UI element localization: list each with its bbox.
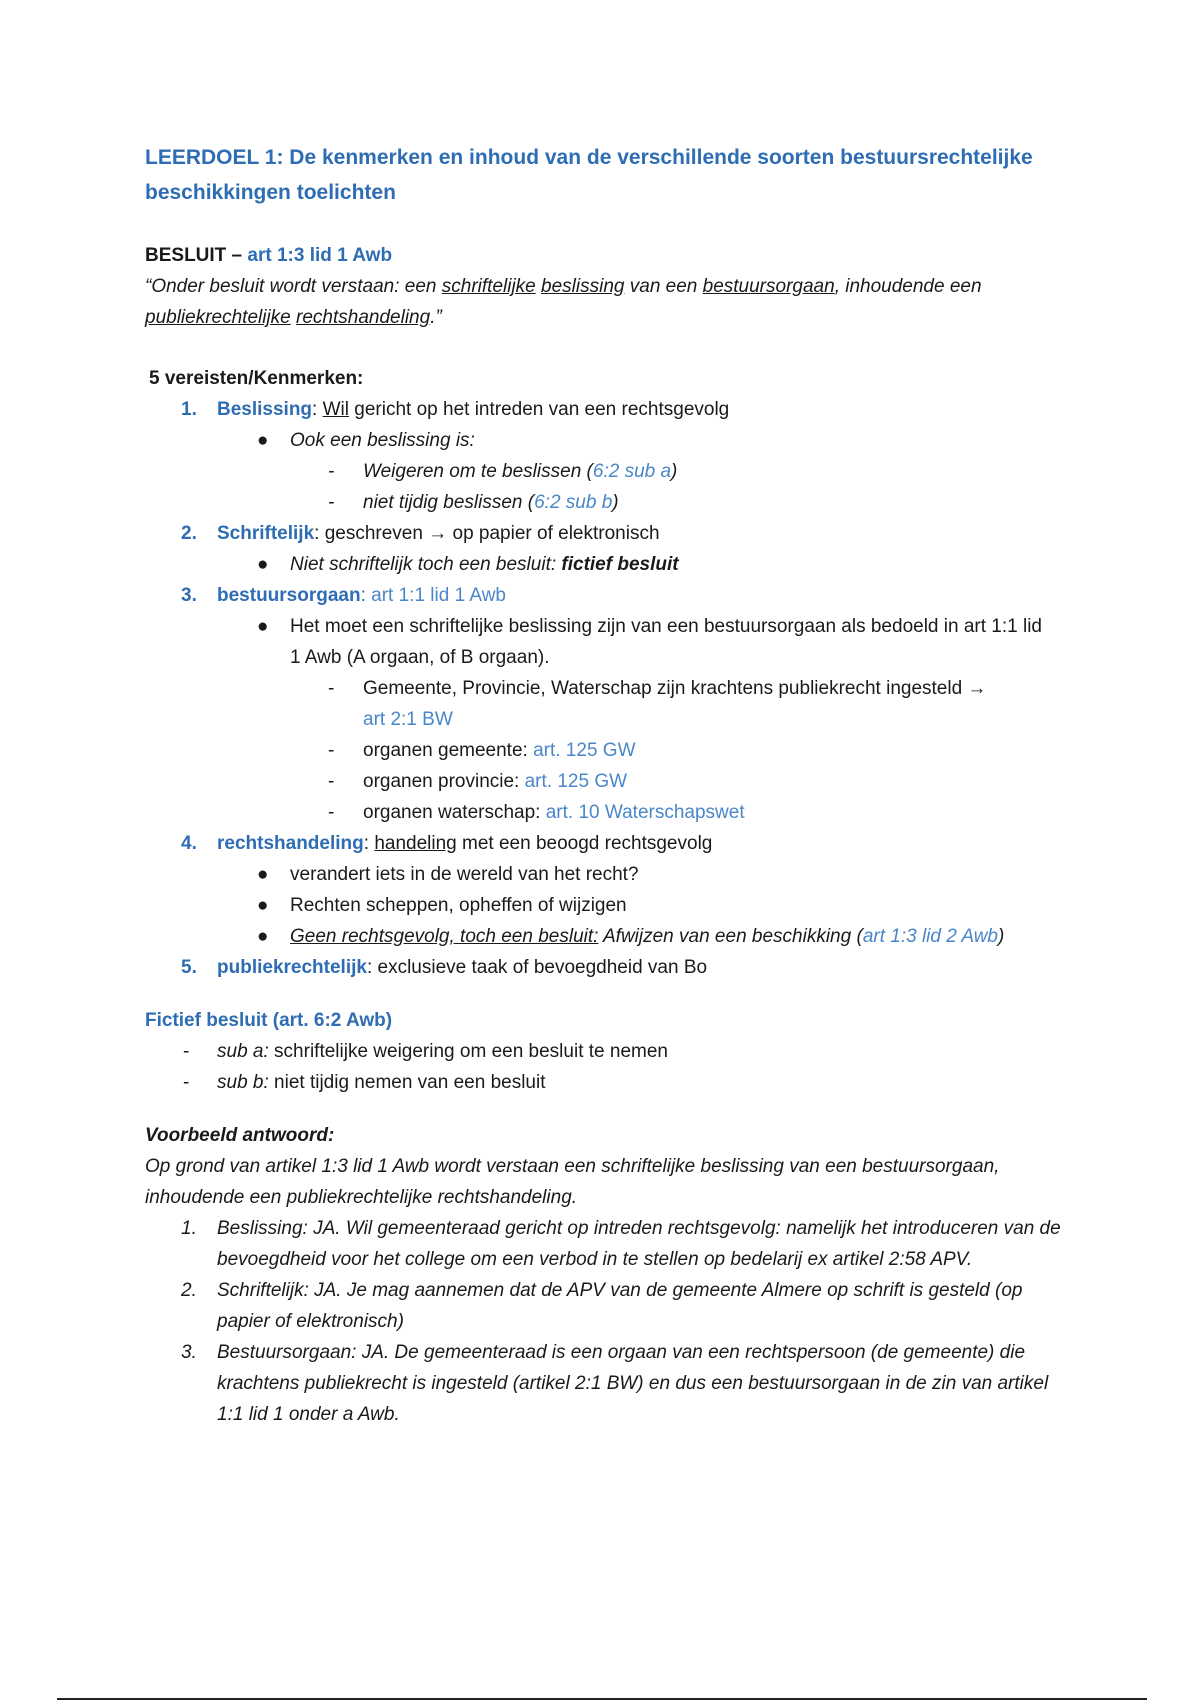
item-text: met een beoogd rechtsgevolg <box>456 833 713 854</box>
bullet-text: verandert iets in de wereld van het recht? <box>290 864 639 885</box>
bullet-item <box>145 549 1065 580</box>
item-text: : geschreven → op papier of elektronisch <box>314 523 660 544</box>
quote-underline: schriftelijke <box>441 276 536 297</box>
dash-icon: - <box>328 678 335 699</box>
dash-icon: - <box>183 1041 190 1062</box>
item-number: 2. <box>181 523 197 544</box>
ref-link: art 1:3 lid 2 Awb <box>862 926 999 947</box>
besluit-sep: – <box>226 245 248 266</box>
quote-text: van een <box>624 276 703 297</box>
dash-text: organen waterschap: <box>363 802 546 823</box>
item-number: 4. <box>181 833 197 854</box>
list-item <box>145 952 1065 983</box>
dash-icon: - <box>328 740 335 761</box>
list-item <box>145 828 1065 859</box>
answer-item <box>145 1275 1065 1337</box>
bullet-item <box>145 890 1065 921</box>
item-number: 5. <box>181 957 197 978</box>
answer-text: Schriftelijk: JA. Je mag aannemen dat de APV van de gemeente Almere op schrift is gesteld (op papier of elektronisch) <box>217 1280 1023 1332</box>
item-term: bestuursorgaan <box>217 585 361 606</box>
dash-text: organen gemeente: <box>363 740 534 761</box>
item-term: rechtshandeling <box>217 833 364 854</box>
dash-text: Gemeente, Provincie, Waterschap zijn krachtens publiekrecht ingesteld → <box>363 678 987 699</box>
sub-text: schriftelijke weigering om een besluit te nemen <box>268 1041 668 1062</box>
item-text: : <box>312 399 323 420</box>
vereisten-heading: 5 vereisten/Kenmerken: <box>149 368 364 389</box>
item-term: publiekrechtelijk <box>217 957 367 978</box>
besluit-label: BESLUIT <box>145 245 227 266</box>
quote-underline: beslissing <box>541 276 625 297</box>
bullet-icon: ● <box>257 864 269 885</box>
bullet-text: Niet schriftelijk toch een besluit: <box>290 554 562 575</box>
dash-item <box>145 1036 1065 1067</box>
dash-text: Weigeren om te beslissen ( <box>363 461 593 482</box>
ref-link: art. 125 GW <box>533 740 636 761</box>
item-text: gericht op het intreden van een rechtsgevolg <box>349 399 730 420</box>
item-text: : <box>360 585 372 606</box>
dash-text: ) <box>612 492 619 513</box>
answer-text: Bestuursorgaan: JA. De gemeenteraad is een orgaan van een rechtspersoon (de gemeente) die krachtens publiekrecht is ingesteld (artikel 2:1 BW) en dus een bestuursorgaan in de zin van artikel 1:1 lid 1 onder a Awb. <box>217 1342 1049 1425</box>
ref-link: art 2:1 BW <box>363 709 453 730</box>
bullet-text: Het moet een schriftelijke beslissing zijn van een bestuursorgaan als bedoeld in art 1:1 lid 1 Awb (A orgaan, of B orgaan). <box>290 616 1042 668</box>
answer-number: 1. <box>181 1218 197 1239</box>
dash-item <box>145 487 1065 518</box>
voorbeeld-intro: Op grond van artikel 1:3 lid 1 Awb wordt verstaan een schriftelijke beslissing van een bestuursorgaan, inhoudende een publiekrechtelijke rechtshandeling. <box>145 1156 1000 1208</box>
bullet-icon: ● <box>257 430 269 451</box>
ref-link: 6:2 sub a <box>592 461 672 482</box>
bullet-icon: ● <box>257 554 269 575</box>
sub-label: sub b: <box>217 1072 269 1093</box>
item-text: : exclusieve taak of bevoegdheid van Bo <box>366 957 708 978</box>
sub-label: sub a: <box>217 1041 269 1062</box>
voorbeeld-heading: Voorbeeld antwoord: <box>145 1125 335 1146</box>
list-item <box>145 580 1065 611</box>
item-underline: Wil <box>322 399 349 420</box>
item-underline: handeling <box>374 833 457 854</box>
bullet-text: Ook een beslissing is: <box>290 430 475 451</box>
ref-link: 6:2 sub b <box>534 492 613 513</box>
answer-number: 3. <box>181 1342 197 1363</box>
bullet-item <box>145 611 1065 673</box>
dash-icon: - <box>328 492 335 513</box>
bullet-underline: Geen rechtsgevolg, toch een besluit: <box>290 926 599 947</box>
item-number: 3. <box>181 585 197 606</box>
dash-text: ) <box>671 461 678 482</box>
quote-underline: rechtshandeling <box>296 307 431 328</box>
dash-icon: - <box>328 771 335 792</box>
item-term: Beslissing <box>217 399 313 420</box>
fictief-heading: Fictief besluit (art. 6:2 Awb) <box>145 1010 393 1031</box>
item-term: Schriftelijk <box>217 523 315 544</box>
ref-link: art. 125 GW <box>524 771 628 792</box>
dash-icon: - <box>328 461 335 482</box>
bullet-text: ) <box>998 926 1005 947</box>
quote-text: “Onder besluit wordt verstaan: een <box>145 276 442 297</box>
dash-item <box>145 797 1065 828</box>
dash-icon: - <box>328 802 335 823</box>
dash-item <box>145 1067 1065 1098</box>
list-item <box>145 394 1065 425</box>
bullet-item <box>145 425 1065 456</box>
ref-link: art 1:1 lid 1 Awb <box>371 585 507 606</box>
answer-item <box>145 1337 1065 1430</box>
dash-item <box>145 766 1065 797</box>
document-page <box>145 140 1065 1430</box>
sub-text: niet tijdig nemen van een besluit <box>268 1072 546 1093</box>
list-item <box>145 518 1065 549</box>
besluit-heading <box>145 240 1065 271</box>
quote-text: , inhoudende een <box>834 276 982 297</box>
bullet-text: Rechten scheppen, opheffen of wijzigen <box>290 895 627 916</box>
quote-underline: publiekrechtelijke <box>145 307 291 328</box>
besluit-ref: art 1:3 lid 1 Awb <box>247 245 393 266</box>
besluit-quote <box>145 271 1065 333</box>
answer-item <box>145 1213 1065 1275</box>
item-text: : <box>363 833 375 854</box>
vereisten-list <box>145 394 1065 983</box>
bullet-icon: ● <box>257 926 269 947</box>
dash-item <box>145 673 1065 735</box>
bullet-icon: ● <box>257 616 269 637</box>
bullet-bold: fictief besluit <box>561 554 679 575</box>
item-number: 1. <box>181 399 197 420</box>
dash-item <box>145 456 1065 487</box>
ref-link: art. 10 Waterschapswet <box>545 802 745 823</box>
bullet-icon: ● <box>257 895 269 916</box>
dash-text: niet tijdig beslissen ( <box>363 492 535 513</box>
bullet-text: Afwijzen van een beschikking ( <box>598 926 863 947</box>
dash-icon: - <box>183 1072 190 1093</box>
page-title: LEERDOEL 1: De kenmerken en inhoud van de verschillende soorten bestuursrechtelijke beschikkingen toelichten <box>145 146 1033 204</box>
answer-text: Beslissing: JA. Wil gemeenteraad gericht op intreden rechtsgevolg: namelijk het introduceren van de bevoegdheid voor het college om een verbod in te stellen op bedelarij ex artikel 2:58 APV. <box>217 1218 1061 1270</box>
dash-item <box>145 735 1065 766</box>
bullet-item <box>145 921 1125 952</box>
answer-number: 2. <box>181 1280 197 1301</box>
quote-text: .” <box>430 307 442 328</box>
bullet-item <box>145 859 1065 890</box>
quote-underline: bestuursorgaan <box>702 276 835 297</box>
dash-text: organen provincie: <box>363 771 525 792</box>
